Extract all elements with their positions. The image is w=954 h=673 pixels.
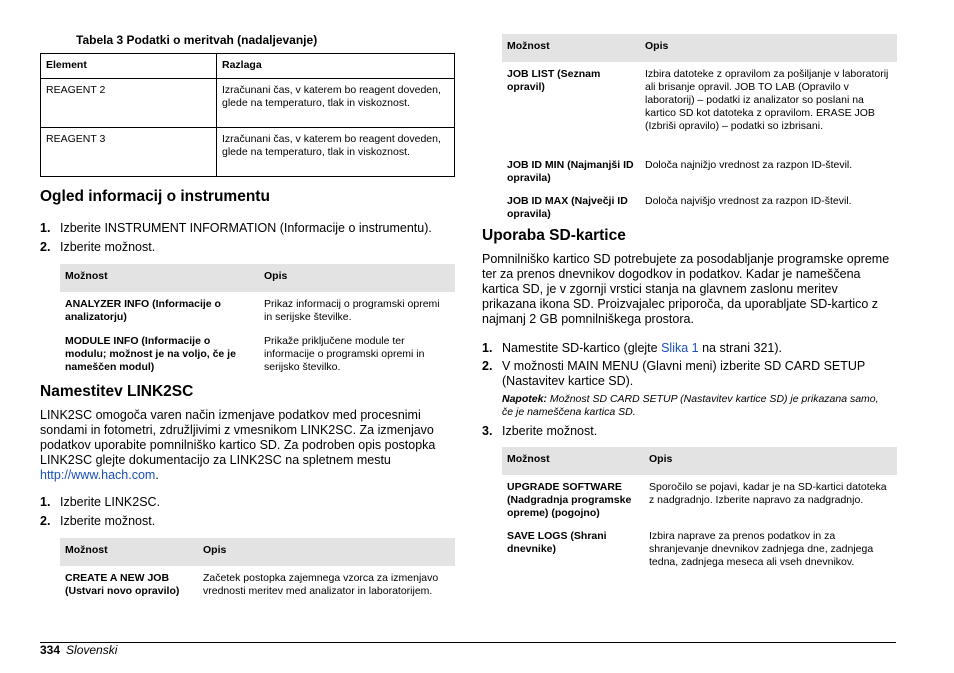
column-header: Možnost [502, 447, 644, 475]
option-name: JOB LIST (Seznam opravil) [507, 68, 601, 93]
step-text [502, 341, 782, 356]
option-description: Izbira naprave za prenos podatkov in za shranjevanje dnevnikov zadnjega dne, zadnjega tedna, zadnjega meseca ali vseh dnevnikov. [649, 530, 874, 568]
table-header-row [60, 538, 455, 566]
option-description: Določa najvišjo vrednost za razpon ID-števil. [645, 195, 852, 207]
option-name: SAVE LOGS (Shrani dnevnike) [507, 530, 607, 555]
table-row [60, 292, 455, 329]
step-text: Izberite možnost. [60, 240, 156, 254]
step-number: 2. [40, 240, 51, 254]
option-description: Sporočilo se pojavi, kadar je na SD-kartici datoteka z nadgradnjo. Izberite napravo za nadgradnjo. [649, 481, 887, 506]
column-header: Razlaga [217, 54, 455, 79]
measurement-data-table [40, 53, 455, 177]
option-name: JOB ID MIN (Najmanjši ID opravila) [507, 159, 634, 184]
option-name: CREATE A NEW JOB (Ustvari novo opravilo) [65, 572, 180, 597]
option-description: Izbira datoteke z opravilom za pošiljanje v laboratorij ali brisanje opravil. JOB TO LAB (Opravilo v laboratorij) – podatki iz analizator so poslani na kartico SD kot datoteka z opravilom. ERASE JOB (Izbriši opravilo) – podatki so izbrisani. [645, 68, 889, 132]
table-caption: Tabela 3 Podatki o meritvah (nadaljevanje) [76, 33, 318, 47]
list-item [482, 341, 897, 356]
table-row [41, 79, 455, 128]
table-row [502, 153, 897, 189]
figure-link[interactable]: Slika 1 [661, 341, 699, 355]
paragraph-suffix: . [155, 468, 159, 482]
step-number: 2. [482, 359, 493, 373]
step-number: 2. [40, 514, 51, 528]
option-name: ANALYZER INFO (Informacije o analizatorju) [65, 298, 221, 323]
hach-website-link[interactable]: http://www.hach.com [40, 468, 156, 482]
step-text-after: na strani 321). [698, 341, 782, 355]
link2sc-options-table-continued [502, 34, 897, 225]
footer-language: Slovenski [66, 643, 118, 657]
table-row [41, 128, 455, 177]
step-text: Izberite možnost. [502, 424, 598, 438]
column-header: Možnost [502, 34, 640, 62]
table-row [502, 475, 897, 524]
step-text: V možnosti MAIN MENU (Glavni meni) izberite SD CARD SETUP (Nastavitev kartice SD). [502, 359, 866, 388]
column-header: Opis [640, 34, 897, 62]
page-footer [40, 643, 117, 657]
table-row [60, 566, 455, 602]
table-header-row [41, 54, 455, 79]
list-item [40, 495, 455, 510]
option-name: JOB ID MAX (Največji ID opravila) [507, 195, 628, 220]
sd-card-options-table [502, 447, 897, 573]
sd-card-paragraph: Pomnilniško kartico SD potrebujete za posodabljanje programske opreme ter za prenos dnevnikov dogodkov in podatkov. Kadar je nameščena kartica SD, je v zgornji vrstici stanja na glavnem zaslonu meritev prikazana ikona SD. Proizvajalec priporoča, da uporabljate SD-kartico z najmanj 2 GB pomnilniškega prostora. [482, 252, 890, 326]
section-heading-link2sc: Namestitev LINK2SC [40, 383, 194, 400]
step-number: 1. [40, 495, 51, 509]
step-number: 1. [482, 341, 493, 355]
column-header: Možnost [60, 264, 259, 292]
step-text: Izberite LINK2SC. [60, 495, 161, 509]
list-item [40, 221, 455, 236]
list-item [40, 240, 455, 255]
note-text: Možnost SD CARD SETUP (Nastavitev kartice SD) je prikazana samo, če je nameščena kartica SD. [502, 393, 879, 418]
table-row [502, 524, 897, 573]
step-number: 3. [482, 424, 493, 438]
link2sc-paragraph [40, 408, 452, 483]
table-cell: REAGENT 3 [41, 128, 217, 177]
table-row [502, 62, 897, 153]
option-description: Določa najnižjo vrednost za razpon ID-števil. [645, 159, 853, 171]
column-header: Opis [259, 264, 455, 292]
table-cell: Izračunani čas, v katerem bo reagent doveden, glede na temperaturo, tlak in viskoznost. [217, 79, 455, 128]
note-label: Napotek: [502, 393, 547, 405]
option-description: Prikaže priključene module ter informacije o programski opremi in serijsko številko. [264, 335, 425, 373]
step-number: 1. [40, 221, 51, 235]
list-item [482, 424, 897, 439]
option-description: Prikaz informacij o programski opremi in serijske številke. [264, 298, 440, 323]
table-header-row [60, 264, 455, 292]
table-row [60, 329, 455, 378]
column-header: Opis [198, 538, 455, 566]
table-cell: REAGENT 2 [41, 79, 217, 128]
table-header-row [502, 34, 897, 62]
option-name: MODULE INFO (Informacije o modulu; možnost je na voljo, če je nameščen modul) [65, 335, 236, 373]
column-header: Opis [644, 447, 897, 475]
section-heading-instrument-info: Ogled informacij o instrumentu [40, 188, 270, 205]
instrument-options-table [60, 264, 455, 378]
list-item [482, 359, 897, 389]
footer-divider [40, 642, 896, 643]
paragraph-text: LINK2SC omogoča varen način izmenjave podatkov med procesnimi sondami in fotometri, združljivimi z vmesnikom LINK2SC. Za izmenjavo podatkov uporabite pomnilniško kartico SD. Za podroben opis postopka LINK2SC glejte dokumentacijo za LINK2SC na spletnem mestu [40, 408, 436, 467]
table-header-row [502, 447, 897, 475]
step-text: Izberite možnost. [60, 514, 156, 528]
step-text-before: Namestite SD-kartico (glejte [502, 341, 662, 355]
link2sc-options-table [60, 538, 455, 602]
option-name: UPGRADE SOFTWARE (Nadgradnja programske opreme) (pogojno) [507, 481, 632, 519]
step-text: Izberite INSTRUMENT INFORMATION (Informacije o instrumentu). [60, 221, 432, 235]
list-item [40, 514, 455, 529]
option-description: Začetek postopka zajemnega vzorca za izmenjavo vrednosti meritev med analizator in laboratorijem. [203, 572, 439, 597]
column-header: Element [41, 54, 217, 79]
page-number: 334 [40, 643, 61, 657]
note [502, 393, 892, 419]
section-heading-sd-card: Uporaba SD-kartice [482, 227, 626, 244]
table-row [502, 189, 897, 225]
column-header: Možnost [60, 538, 198, 566]
table-cell: Izračunani čas, v katerem bo reagent doveden, glede na temperaturo, tlak in viskoznost. [217, 128, 455, 177]
